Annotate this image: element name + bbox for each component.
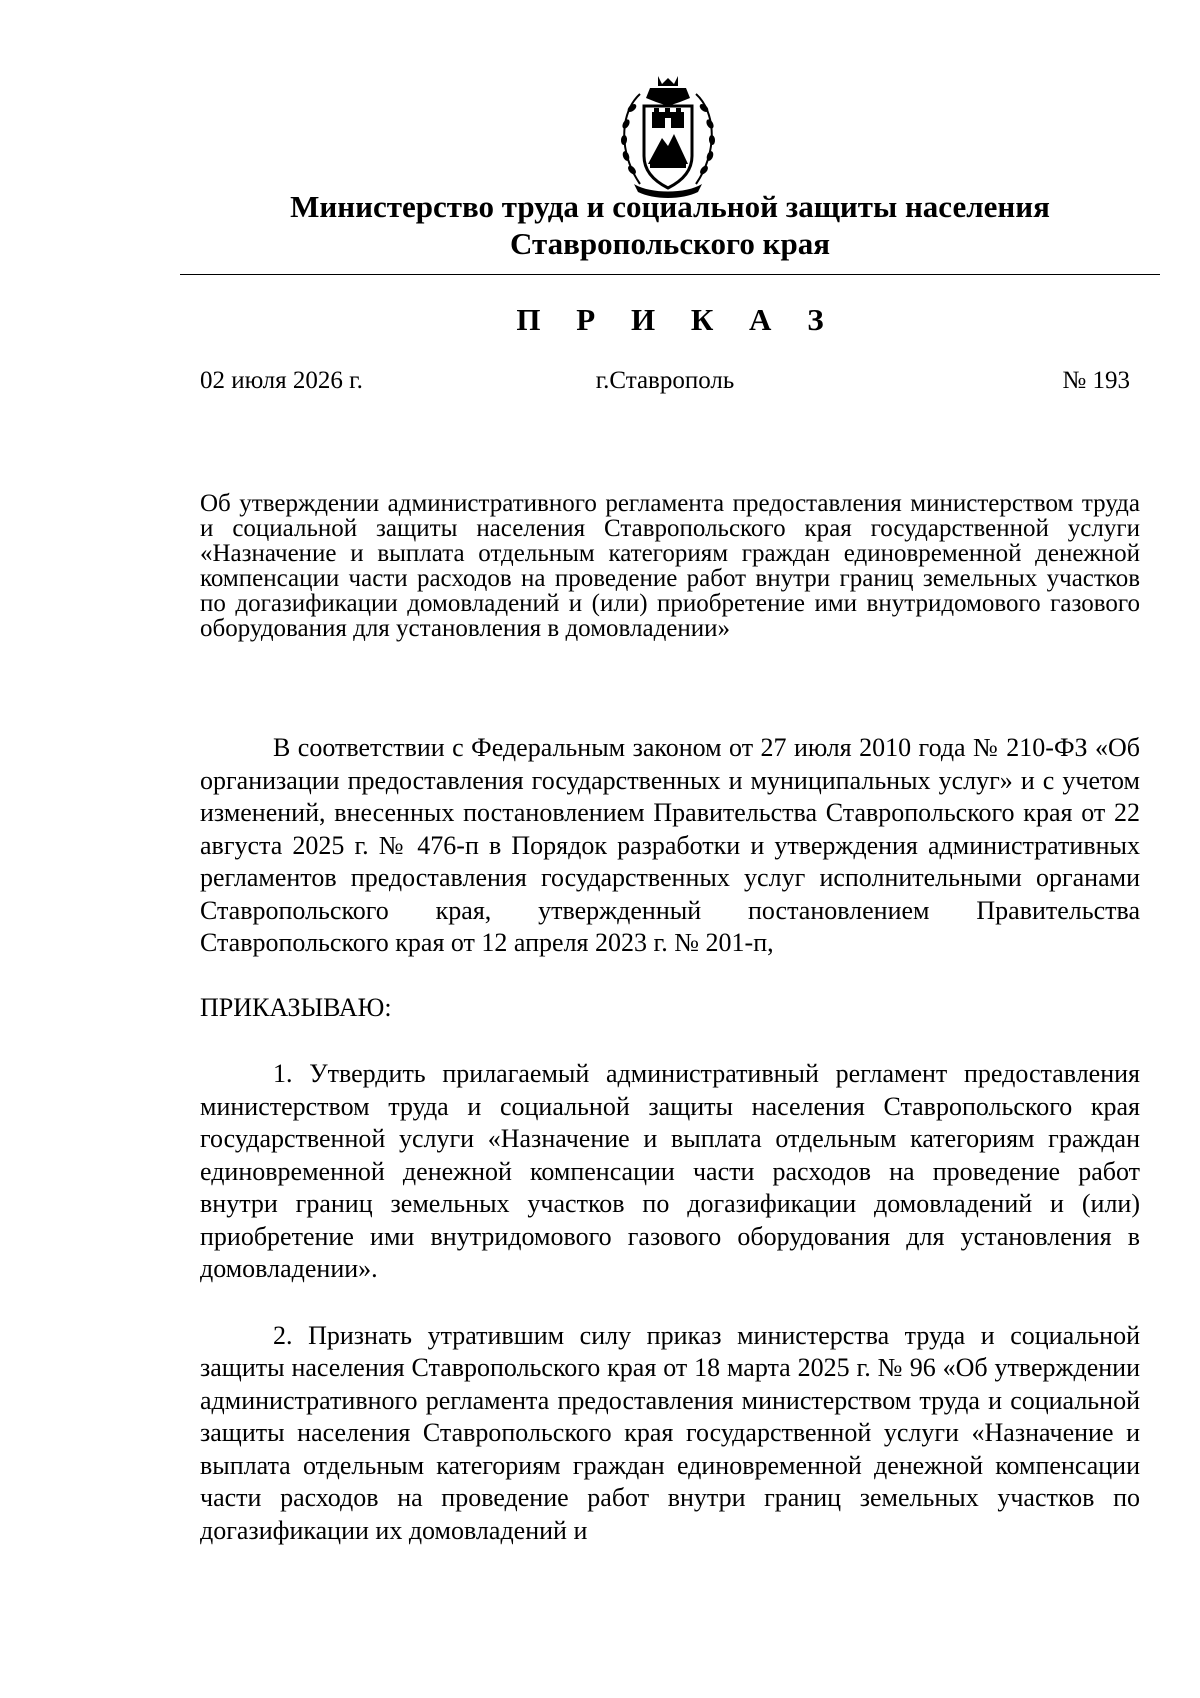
document-type: П Р И К А З xyxy=(516,302,838,337)
ministry-name-line-2: Ставропольского края xyxy=(510,226,830,261)
document-number: № 193 xyxy=(1062,367,1130,394)
order-word: ПРИКАЗЫВАЮ: xyxy=(200,992,392,1022)
legal-basis-paragraph: В соответствии с Федеральным законом от 27 июля 2010 года № 210-ФЗ «Об организации предоставления государственных и муниципальных услуг» и с учетом изменений, внесенных постановлением Правительства Ставропольского края от 22 августа 2025 г. № 476-п в Порядок разработки и утверждения административных регламентов предоставления государственных услуг исполнительными органами Ставропольского края, утвержденный постановлением Правительства Ставропольского края от 12 апреля 2023 г. № 201-п, xyxy=(200,733,1140,957)
document-city: г.Ставрополь xyxy=(595,367,735,394)
ministry-name-line-1: Министерство труда и социальной защиты населения xyxy=(290,189,1050,224)
coat-of-arms-icon xyxy=(610,72,726,200)
document-date: 02 июля 2026 г. xyxy=(200,367,363,394)
order-item-2: 2. Признать утратившим силу приказ министерства труда и социальной защиты населения Ставропольского края от 18 марта 2025 г. № 96 «Об утверждении административного регламента предоставления министерством труда и социальной защиты населения Ставропольского края государственной услуги «Назначение и выплата отдельным категориям граждан единовременной денежной компенсации части расходов на проведение работ внутри границ земельных участков по догазификации их домовладений и xyxy=(200,1320,1140,1545)
document-body xyxy=(200,732,1140,1547)
header-divider xyxy=(180,274,1160,275)
order-item-1: 1. Утвердить прилагаемый административный регламент предоставления министерством труда и социальной защиты населения Ставропольского края государственной услуги «Назначение и выплата отдельным категориям граждан единовременной денежной компенсации части расходов на проведение работ внутри границ земельных участков по догазификации домовладений и (или) приобретение ими внутридомового газового оборудования для установления в домовладении». xyxy=(200,1059,1140,1283)
ministry-name xyxy=(180,188,1160,262)
document-title: Об утверждении административного регламента предоставления министерством труда и социальной защиты населения Ставропольского края государственной услуги «Назначение и выплата отдельным категориям граждан единовременной денежной компенсации части расходов на проведение работ внутри границ земельных участков по догазификации домовладений и (или) приобретение ими внутридомового газового оборудования для установления в домовладении» xyxy=(200,490,1140,642)
